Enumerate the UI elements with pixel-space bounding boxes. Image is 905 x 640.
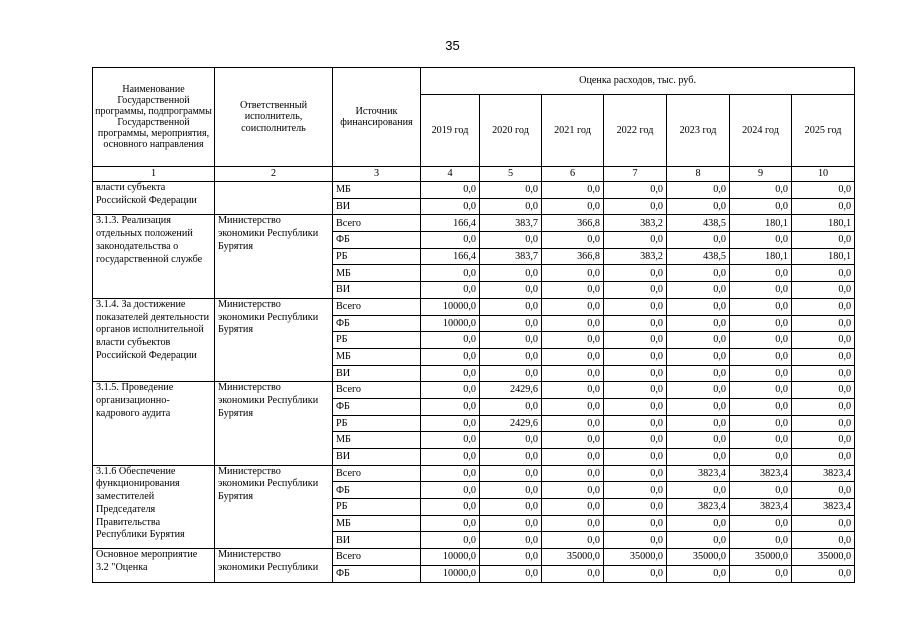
source-cell: Всего [333, 549, 421, 566]
header-year: 2021 год [542, 95, 604, 167]
value-cell: 0,0 [667, 532, 730, 549]
source-cell: ФБ [333, 315, 421, 332]
value-cell: 0,0 [421, 232, 480, 249]
value-cell: 0,0 [421, 265, 480, 282]
value-cell: 0,0 [667, 198, 730, 215]
executor-cell: Министерство экономики Республики Бурятия [215, 215, 333, 298]
column-index: 6 [542, 167, 604, 182]
value-cell: 366,8 [542, 248, 604, 265]
value-cell: 0,0 [792, 365, 855, 382]
value-cell: 0,0 [542, 499, 604, 516]
executor-cell: Министерство экономики Республики Бурятия [215, 298, 333, 381]
value-cell: 0,0 [421, 382, 480, 399]
value-cell: 35000,0 [542, 549, 604, 566]
value-cell: 0,0 [604, 449, 667, 466]
source-cell: МБ [333, 182, 421, 199]
column-index: 10 [792, 167, 855, 182]
value-cell: 0,0 [792, 332, 855, 349]
value-cell: 0,0 [667, 482, 730, 499]
source-cell: ФБ [333, 398, 421, 415]
value-cell: 0,0 [730, 432, 792, 449]
value-cell: 0,0 [604, 415, 667, 432]
column-index: 1 [93, 167, 215, 182]
value-cell: 0,0 [542, 315, 604, 332]
value-cell: 0,0 [421, 282, 480, 299]
source-cell: ВИ [333, 282, 421, 299]
value-cell: 0,0 [730, 382, 792, 399]
value-cell: 166,4 [421, 215, 480, 232]
source-cell: ВИ [333, 198, 421, 215]
value-cell: 35000,0 [730, 549, 792, 566]
column-index: 9 [730, 167, 792, 182]
value-cell: 0,0 [792, 398, 855, 415]
value-cell: 0,0 [421, 482, 480, 499]
source-cell: РБ [333, 248, 421, 265]
value-cell: 3823,4 [792, 465, 855, 482]
header-year: 2023 год [667, 95, 730, 167]
value-cell: 0,0 [667, 415, 730, 432]
value-cell: 0,0 [667, 432, 730, 449]
value-cell: 0,0 [480, 398, 542, 415]
executor-cell: Министерство экономики Республики Бурятия [215, 382, 333, 465]
value-cell: 3823,4 [667, 499, 730, 516]
value-cell: 0,0 [792, 182, 855, 199]
value-cell: 10000,0 [421, 549, 480, 566]
value-cell: 0,0 [542, 482, 604, 499]
value-cell: 0,0 [480, 499, 542, 516]
event-name-cell: Основное мероприятие 3.2 "Оценка [93, 549, 215, 582]
value-cell: 0,0 [542, 415, 604, 432]
value-cell: 383,2 [604, 215, 667, 232]
column-index: 4 [421, 167, 480, 182]
value-cell: 180,1 [730, 215, 792, 232]
value-cell: 0,0 [667, 565, 730, 582]
value-cell: 0,0 [421, 182, 480, 199]
value-cell: 366,8 [542, 215, 604, 232]
value-cell: 0,0 [667, 265, 730, 282]
value-cell: 3823,4 [792, 499, 855, 516]
column-index: 5 [480, 167, 542, 182]
value-cell: 0,0 [421, 198, 480, 215]
value-cell: 0,0 [667, 348, 730, 365]
value-cell: 166,4 [421, 248, 480, 265]
value-cell: 0,0 [542, 182, 604, 199]
header-year: 2019 год [421, 95, 480, 167]
value-cell: 3823,4 [667, 465, 730, 482]
value-cell: 0,0 [792, 265, 855, 282]
value-cell: 0,0 [792, 449, 855, 466]
source-cell: Всего [333, 298, 421, 315]
value-cell: 0,0 [421, 449, 480, 466]
table-row [93, 465, 855, 482]
value-cell: 35000,0 [792, 549, 855, 566]
value-cell: 0,0 [421, 515, 480, 532]
value-cell: 0,0 [604, 298, 667, 315]
value-cell: 0,0 [667, 515, 730, 532]
value-cell: 0,0 [604, 382, 667, 399]
executor-cell: Министерство экономики Республики [215, 549, 333, 582]
value-cell: 10000,0 [421, 565, 480, 582]
value-cell: 0,0 [792, 315, 855, 332]
value-cell: 0,0 [480, 515, 542, 532]
source-cell: РБ [333, 415, 421, 432]
value-cell: 0,0 [792, 382, 855, 399]
value-cell: 0,0 [667, 282, 730, 299]
value-cell: 438,5 [667, 215, 730, 232]
value-cell: 0,0 [667, 182, 730, 199]
value-cell: 0,0 [480, 265, 542, 282]
value-cell: 0,0 [421, 398, 480, 415]
event-name-cell: 3.1.6 Обеспечение функционирования заместителей Председателя Правительства Республики Бурятия [93, 465, 215, 548]
value-cell: 0,0 [480, 182, 542, 199]
event-name-cell: 3.1.3. Реализация отдельных положений законодательства о государственной службе [93, 215, 215, 298]
value-cell: 0,0 [480, 432, 542, 449]
value-cell: 0,0 [480, 482, 542, 499]
value-cell: 0,0 [604, 532, 667, 549]
source-cell: ФБ [333, 482, 421, 499]
value-cell: 0,0 [604, 265, 667, 282]
header-year: 2025 год [792, 95, 855, 167]
value-cell: 0,0 [667, 332, 730, 349]
value-cell: 0,0 [730, 449, 792, 466]
value-cell: 0,0 [730, 332, 792, 349]
header-executor: Ответственный исполнитель, соисполнитель [215, 68, 333, 167]
source-cell: ФБ [333, 565, 421, 582]
source-cell: МБ [333, 265, 421, 282]
value-cell: 0,0 [604, 515, 667, 532]
value-cell: 0,0 [480, 298, 542, 315]
value-cell: 0,0 [730, 298, 792, 315]
value-cell: 0,0 [667, 315, 730, 332]
value-cell: 0,0 [604, 332, 667, 349]
value-cell: 0,0 [480, 232, 542, 249]
event-name-cell: 3.1.5. Проведение организационно-кадрового аудита [93, 382, 215, 465]
value-cell: 0,0 [667, 298, 730, 315]
value-cell: 0,0 [792, 432, 855, 449]
value-cell: 0,0 [792, 532, 855, 549]
value-cell: 0,0 [792, 515, 855, 532]
table-row [93, 382, 855, 399]
value-cell: 0,0 [730, 348, 792, 365]
value-cell: 0,0 [792, 298, 855, 315]
value-cell: 0,0 [730, 415, 792, 432]
value-cell: 0,0 [730, 232, 792, 249]
value-cell: 0,0 [730, 182, 792, 199]
value-cell: 180,1 [730, 248, 792, 265]
value-cell: 0,0 [480, 315, 542, 332]
value-cell: 383,7 [480, 215, 542, 232]
value-cell: 0,0 [792, 232, 855, 249]
column-index: 3 [333, 167, 421, 182]
source-cell: Всего [333, 382, 421, 399]
value-cell: 0,0 [604, 432, 667, 449]
value-cell: 35000,0 [667, 549, 730, 566]
value-cell: 0,0 [667, 382, 730, 399]
value-cell: 0,0 [542, 449, 604, 466]
executor-cell [215, 182, 333, 215]
value-cell: 2429,6 [480, 382, 542, 399]
source-cell: ВИ [333, 365, 421, 382]
table-row [93, 298, 855, 315]
value-cell: 438,5 [667, 248, 730, 265]
value-cell: 0,0 [792, 282, 855, 299]
value-cell: 0,0 [542, 282, 604, 299]
header-source: Источник финансирования [333, 68, 421, 167]
source-cell: РБ [333, 332, 421, 349]
table-row [93, 549, 855, 566]
source-cell: ФБ [333, 232, 421, 249]
value-cell: 0,0 [730, 282, 792, 299]
value-cell: 383,7 [480, 248, 542, 265]
value-cell: 0,0 [421, 465, 480, 482]
value-cell: 10000,0 [421, 298, 480, 315]
value-cell: 180,1 [792, 248, 855, 265]
source-cell: ВИ [333, 532, 421, 549]
value-cell: 0,0 [604, 198, 667, 215]
value-cell: 180,1 [792, 215, 855, 232]
value-cell: 0,0 [542, 265, 604, 282]
value-cell: 35000,0 [604, 549, 667, 566]
header-year: 2024 год [730, 95, 792, 167]
value-cell: 0,0 [604, 465, 667, 482]
value-cell: 0,0 [730, 565, 792, 582]
value-cell: 0,0 [604, 565, 667, 582]
value-cell: 2429,6 [480, 415, 542, 432]
source-cell: Всего [333, 465, 421, 482]
value-cell: 0,0 [604, 365, 667, 382]
budget-table [92, 67, 855, 583]
value-cell: 0,0 [542, 232, 604, 249]
value-cell: 0,0 [480, 465, 542, 482]
value-cell: 0,0 [421, 332, 480, 349]
value-cell: 0,0 [730, 482, 792, 499]
value-cell: 3823,4 [730, 499, 792, 516]
value-cell: 0,0 [604, 282, 667, 299]
value-cell: 0,0 [480, 565, 542, 582]
value-cell: 0,0 [792, 565, 855, 582]
value-cell: 0,0 [542, 398, 604, 415]
value-cell: 0,0 [542, 332, 604, 349]
value-cell: 0,0 [667, 398, 730, 415]
value-cell: 0,0 [604, 499, 667, 516]
value-cell: 0,0 [604, 232, 667, 249]
value-cell: 0,0 [480, 332, 542, 349]
value-cell: 0,0 [667, 449, 730, 466]
event-name-cell: 3.1.4. За достижение показателей деятельности органов исполнительной власти субъектов Российской Федерации [93, 298, 215, 381]
value-cell: 0,0 [730, 398, 792, 415]
value-cell: 0,0 [480, 549, 542, 566]
value-cell: 0,0 [421, 532, 480, 549]
value-cell: 0,0 [730, 198, 792, 215]
value-cell: 0,0 [480, 282, 542, 299]
value-cell: 0,0 [667, 365, 730, 382]
source-cell: Всего [333, 215, 421, 232]
source-cell: РБ [333, 499, 421, 516]
table-body [93, 182, 855, 583]
value-cell: 0,0 [542, 515, 604, 532]
value-cell: 0,0 [542, 348, 604, 365]
value-cell: 383,2 [604, 248, 667, 265]
value-cell: 0,0 [667, 232, 730, 249]
value-cell: 0,0 [421, 348, 480, 365]
source-cell: МБ [333, 515, 421, 532]
value-cell: 0,0 [542, 532, 604, 549]
source-cell: МБ [333, 348, 421, 365]
event-name-cell: власти субъекта Российской Федерации [93, 182, 215, 215]
value-cell: 0,0 [730, 265, 792, 282]
value-cell: 0,0 [480, 198, 542, 215]
value-cell: 0,0 [730, 365, 792, 382]
value-cell: 0,0 [792, 482, 855, 499]
value-cell: 0,0 [604, 315, 667, 332]
header-year: 2022 год [604, 95, 667, 167]
value-cell: 0,0 [421, 432, 480, 449]
value-cell: 0,0 [604, 182, 667, 199]
source-cell: ВИ [333, 449, 421, 466]
page-number: 35 [445, 38, 460, 53]
value-cell: 0,0 [542, 432, 604, 449]
value-cell: 0,0 [604, 398, 667, 415]
table-row [93, 182, 855, 199]
value-cell: 0,0 [480, 365, 542, 382]
column-index: 2 [215, 167, 333, 182]
value-cell: 0,0 [604, 348, 667, 365]
value-cell: 10000,0 [421, 315, 480, 332]
header-estimate: Оценка расходов, тыс. руб. [421, 68, 855, 95]
value-cell: 0,0 [792, 348, 855, 365]
value-cell: 0,0 [792, 198, 855, 215]
value-cell: 0,0 [730, 315, 792, 332]
value-cell: 0,0 [604, 482, 667, 499]
value-cell: 0,0 [542, 565, 604, 582]
value-cell: 0,0 [792, 415, 855, 432]
value-cell: 0,0 [542, 465, 604, 482]
header-name: Наименование Государственной программы, подпрограммы Государственной программы, мероприятия, основного направления [93, 68, 215, 167]
value-cell: 0,0 [421, 499, 480, 516]
column-index: 8 [667, 167, 730, 182]
source-cell: МБ [333, 432, 421, 449]
value-cell: 0,0 [421, 415, 480, 432]
value-cell: 0,0 [542, 365, 604, 382]
value-cell: 0,0 [421, 365, 480, 382]
value-cell: 0,0 [480, 532, 542, 549]
executor-cell: Министерство экономики Республики Бурятия [215, 465, 333, 548]
table-row [93, 215, 855, 232]
header-year: 2020 год [480, 95, 542, 167]
value-cell: 0,0 [542, 198, 604, 215]
value-cell: 0,0 [730, 532, 792, 549]
value-cell: 3823,4 [730, 465, 792, 482]
value-cell: 0,0 [542, 382, 604, 399]
value-cell: 0,0 [480, 449, 542, 466]
value-cell: 0,0 [480, 348, 542, 365]
column-index: 7 [604, 167, 667, 182]
value-cell: 0,0 [730, 515, 792, 532]
value-cell: 0,0 [542, 298, 604, 315]
